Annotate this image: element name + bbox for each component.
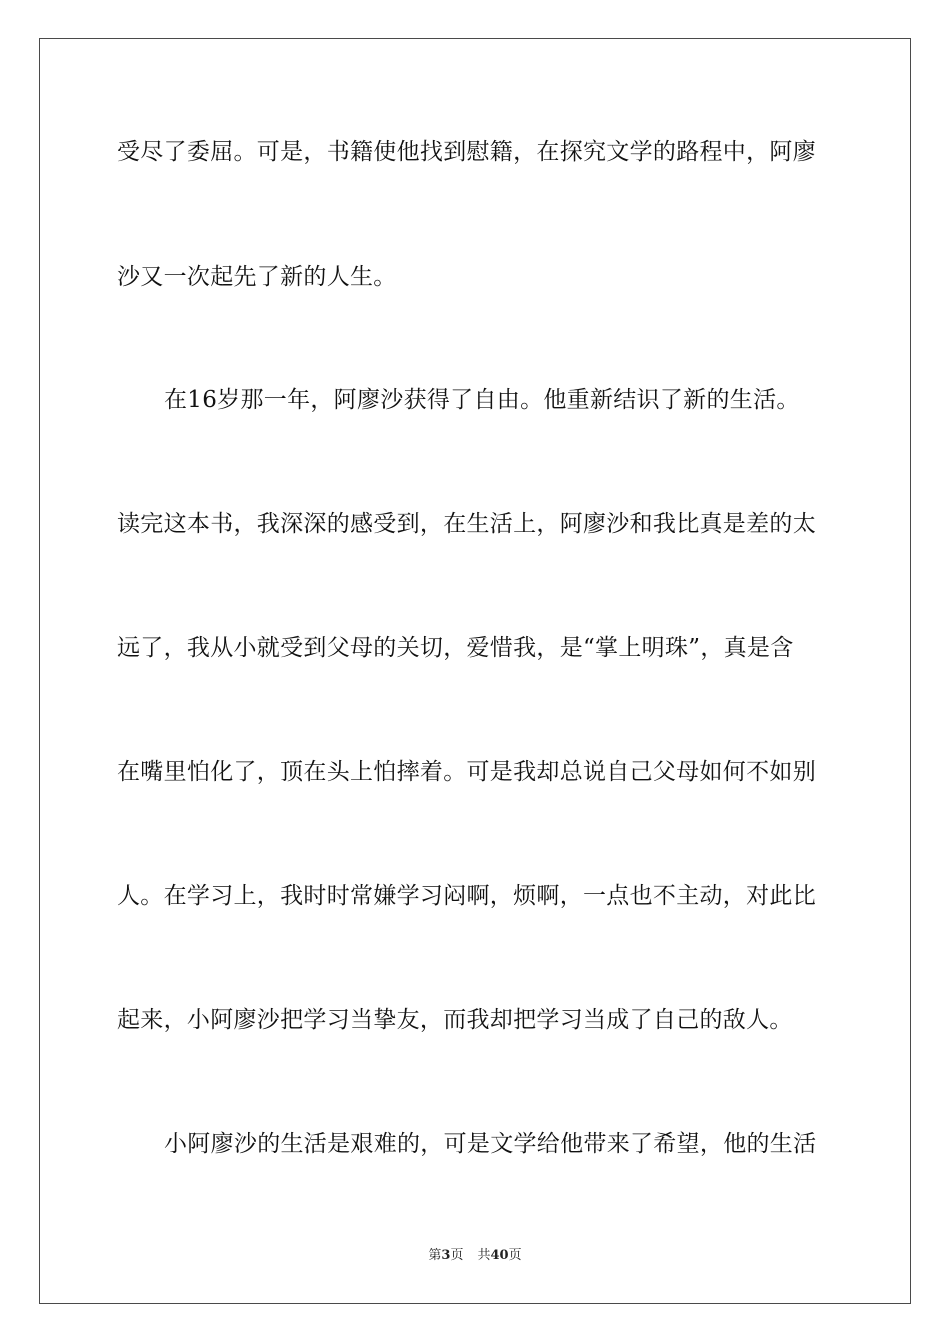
body-text-line-8: 起来，小阿廖沙把学习当挚友，而我却把学习当成了自己的敌人。 [117,1007,793,1033]
page-border [39,38,911,1304]
body-text-line-1: 受尽了委屈。可是，书籍使他找到慰籍，在探究文学的路程中，阿廖 [117,139,816,165]
body-text-line-3: 在16岁那一年，阿廖沙获得了自由。他重新结识了新的生活。 [164,387,800,413]
body-text-line-7: 人。在学习上，我时时常嫌学习闷啊，烦啊，一点也不主动，对此比 [117,883,816,909]
body-text-line-6: 在嘴里怕化了，顶在头上怕摔着。可是我却总说自己父母如何不如别 [117,759,816,785]
page-current-number: 3 [441,1248,451,1263]
body-text-line-5: 远了，我从小就受到父母的关切，爱惜我，是“掌上明珠”，真是含 [117,635,794,661]
page-prefix: 第 [428,1248,442,1263]
body-text-line-2: 沙又一次起先了新的人生。 [117,264,397,290]
page-footer [0,1248,950,1264]
total-prefix: 共 [477,1248,491,1263]
body-text-line-9: 小阿廖沙的生活是艰难的，可是文学给他带来了希望，他的生活 [164,1131,817,1157]
total-suffix: 页 [508,1248,522,1263]
body-text-line-4: 读完这本书，我深深的感受到，在生活上，阿廖沙和我比真是差的太 [117,511,816,537]
page-suffix: 页 [450,1248,464,1263]
page-total-number: 40 [490,1248,509,1263]
